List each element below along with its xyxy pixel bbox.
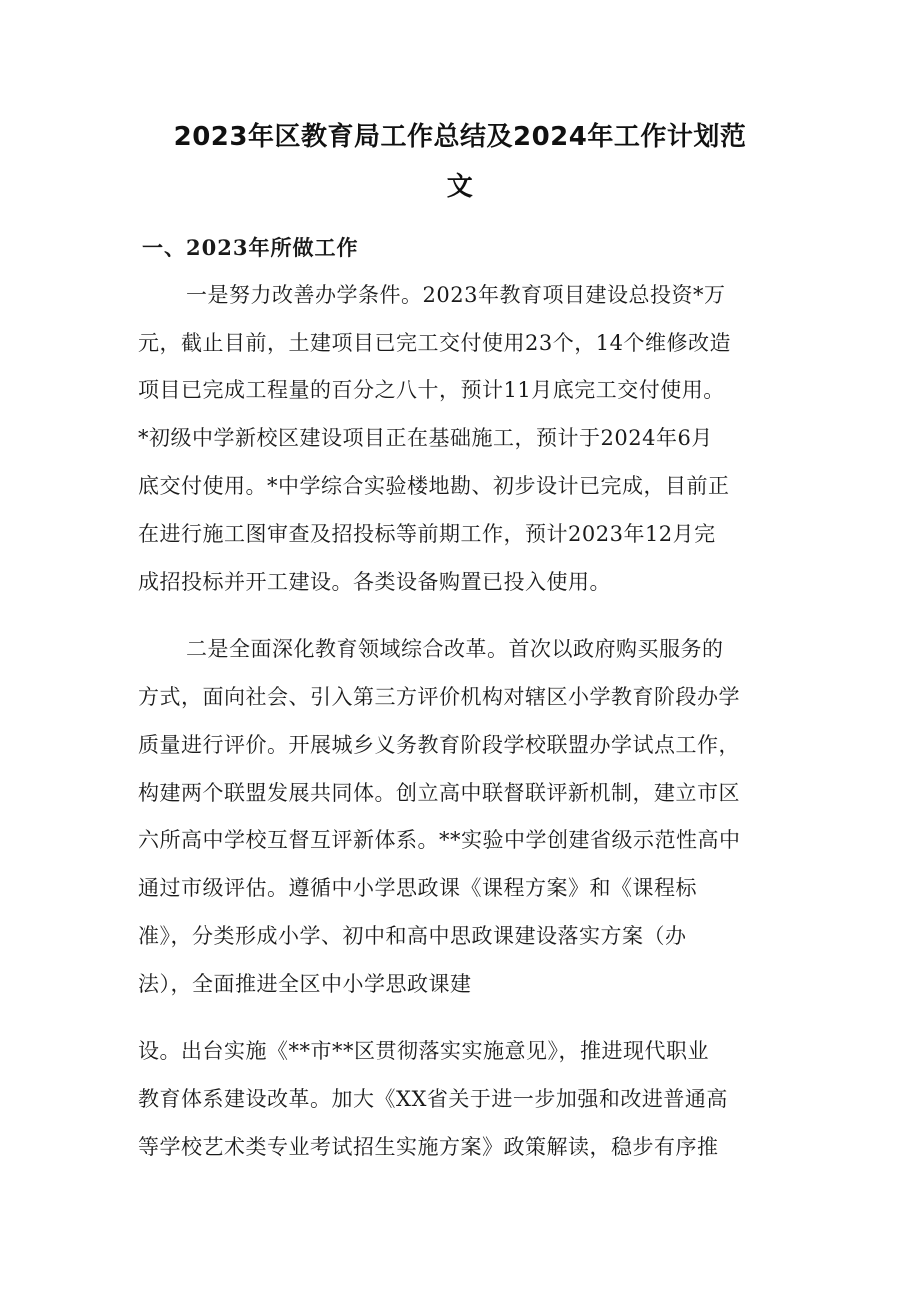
paragraph-1-line-4: *初级中学新校区建设项目正在基础施工，预计于2024年6月 (138, 426, 713, 450)
paragraph-2-line-8: 法），全面推进全区中小学思政课建 (138, 972, 472, 996)
paragraph-1-line-7: 成招投标并开工建设。各类设备购置已投入使用。 (138, 570, 611, 594)
paragraph-1-line-5: 底交付使用。*中学综合实验楼地勘、初步设计已完成，目前正 (138, 474, 730, 498)
paragraph-1-line-1: 一是努力改善办学条件。2023年教育项目建设总投资*万 (186, 283, 726, 307)
document-title-line-1: 2023年区教育局工作总结及2024年工作计划范 (173, 122, 747, 152)
paragraph-2-line-2: 方式，面向社会、引入第三方评价机构对辖区小学教育阶段办学 (138, 685, 740, 709)
document-title-line-2: 文 (446, 172, 474, 202)
paragraph-3-line-1: 设。出台实施《**市**区贯彻落实实施意见》，推进现代职业 (138, 1039, 709, 1063)
paragraph-2-line-4: 构建两个联盟发展共同体。创立高中联督联评新机制，建立市区 (138, 781, 740, 805)
paragraph-1-line-3: 项目已完成工程量的百分之八十，预计11月底完工交付使用。 (138, 378, 725, 402)
paragraph-2-line-6: 通过市级评估。遵循中小学思政课《课程方案》和《课程标 (138, 876, 697, 900)
paragraph-2-line-3: 质量进行评价。开展城乡义务教育阶段学校联盟办学试点工作， (138, 733, 740, 757)
section-heading: 一、2023年所做工作 (142, 235, 359, 260)
paragraph-1-line-2: 元，截止目前，土建项目已完工交付使用23个，14个维修改造 (138, 331, 731, 355)
paragraph-3-line-2: 教育体系建设改革。加大《XX省关于进一步加强和改进普通高 (138, 1087, 728, 1111)
paragraph-2-line-7: 准》，分类形成小学、初中和高中思政课建设落实方案（办 (138, 924, 687, 948)
paragraph-2-line-1: 二是全面深化教育领域综合改革。首次以政府购买服务的 (186, 637, 724, 661)
paragraph-2-line-5: 六所高中学校互督互评新体系。**实验中学创建省级示范性高中 (138, 828, 741, 852)
paragraph-1-line-6: 在进行施工图审查及招投标等前期工作，预计2023年12月完 (138, 522, 716, 546)
paragraph-3-line-3: 等学校艺术类专业考试招生实施方案》政策解读，稳步有序推 (138, 1135, 719, 1159)
